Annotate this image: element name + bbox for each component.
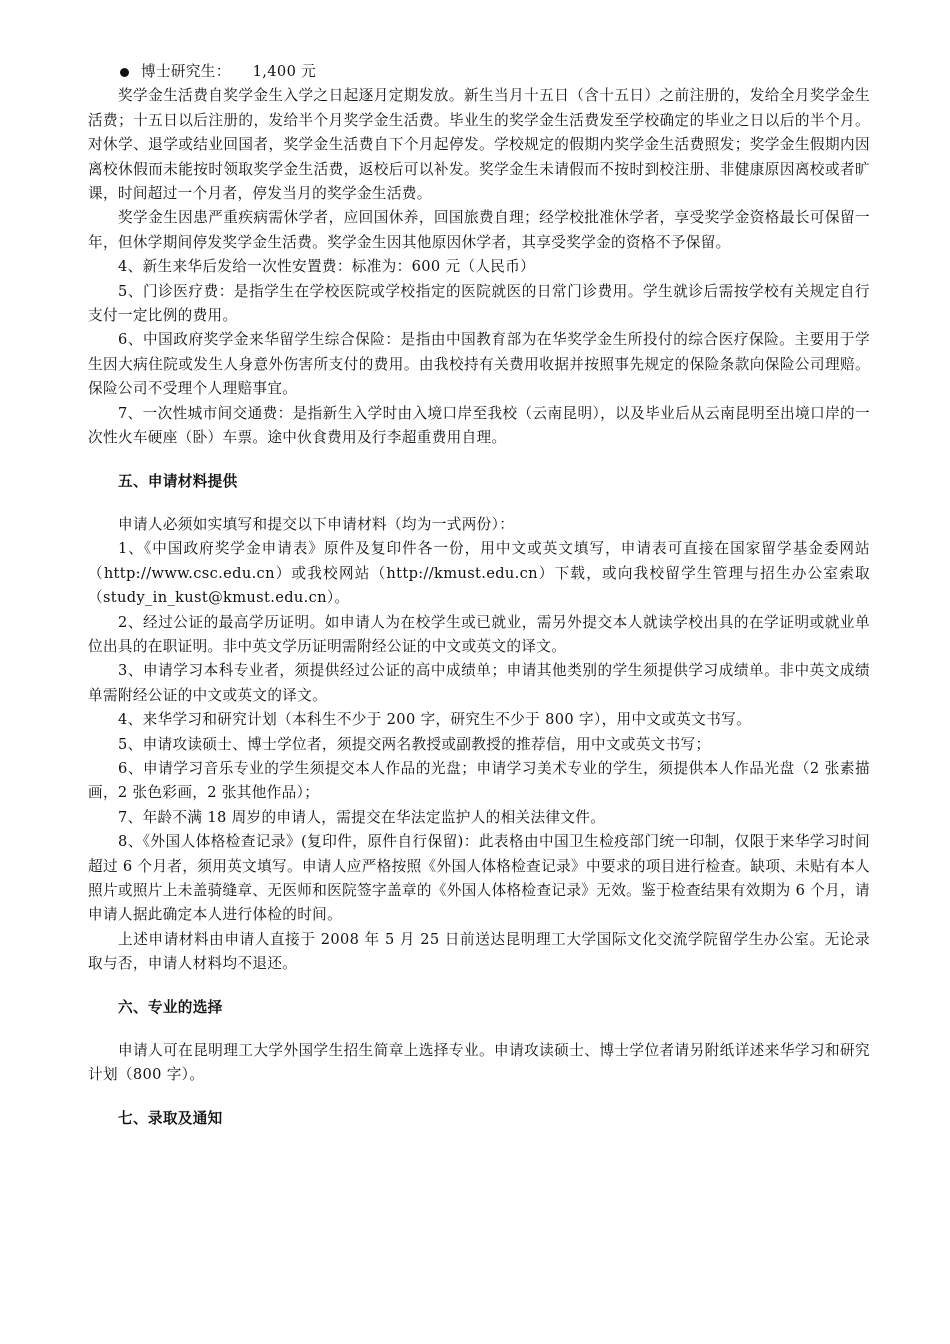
section-heading-6: 六、专业的选择 [118, 998, 223, 1016]
paragraph: 申请人必须如实填写和提交以下申请材料（均为一式两份）： [118, 515, 515, 533]
paragraph: 8、《外国人体格检查记录》(复印件，原件自行保留)：此表格由中国卫生检疫部门统一印制，仅限于来华学习时间超过 6 个月者，须用英文填写。申请人应严格按照《外国人体格检查记录》中要求的项目进行检查。缺项、未贴有本人照片或照片上未盖骑缝章、无医师和医院签字盖章的《外国人体格检查记录》无效。鉴于检查结果有效期为 6 个月，请申请人据此确定本人进行体检的时间。 [88, 833, 870, 924]
bullet-doctoral-stipend [88, 60, 870, 84]
paragraph: 4、来华学习和研究计划（本科生不少于 200 字，研究生不少于 800 字），用中文或英文书写。 [118, 711, 752, 729]
paragraph: 2、经过公证的最高学历证明。如申请人为在校学生或已就业，需另外提交本人就读学校出具的在学证明或就业单位出具的在职证明。非中英文学历证明需附经公证的中文或英文的译文。 [88, 613, 870, 655]
paragraph: 申请人可在昆明理工大学外国学生招生简章上选择专业。申请攻读硕士、博士学位者请另附纸详述来华学习和研究计划（800 字）。 [88, 1042, 870, 1084]
bullet-label: 博士研究生： [141, 63, 231, 80]
paragraph: 5、申请攻读硕士、博士学位者，须提交两名教授或副教授的推荐信，用中文或英文书写； [118, 735, 711, 753]
paragraph: 4、新生来华后发给一次性安置费：标准为：600 元（人民币） [118, 258, 536, 276]
paragraph: 6、申请学习音乐专业的学生须提交本人作品的光盘；申请学习美术专业的学生，须提供本人作品光盘（2 张素描画，2 张色彩画，2 张其他作品）； [88, 759, 870, 802]
paragraph: 上述申请材料由申请人直接于 2008 年 5 月 25 日前送达昆明理工大学国际文化交流学院留学生办公室。无论录取与否，申请人材料均不退还。 [88, 930, 870, 973]
section-heading-7: 七、录取及通知 [118, 1109, 223, 1127]
paragraph: 6、中国政府奖学金来华留学生综合保险：是指由中国教育部为在华奖学金生所投付的综合医疗保险。主要用于学生因大病住院或发生人身意外伤害所支付的费用。由我校持有关费用收据并按照事先规定的保险条款向保险公司理赔。保险公司不受理个人理赔事宜。 [88, 331, 870, 398]
bullet-value: 1,400 元 [252, 63, 317, 80]
paragraph: 7、年龄不满 18 周岁的申请人，需提交在华法定监护人的相关法律文件。 [118, 808, 606, 826]
paragraph: 5、门诊医疗费：是指学生在学校医院或学校指定的医院就医的日常门诊费用。学生就诊后需按学校有关规定自行支付一定比例的费用。 [88, 282, 870, 325]
paragraph: 7、一次性城市间交通费：是指新生入学时由入境口岸至我校（云南昆明），以及毕业后从云南昆明至出境口岸的一次性火车硬座（卧）车票。途中伙食费用及行李超重费用自理。 [88, 404, 870, 447]
paragraph: 奖学金生因患严重疾病需休学者，应回国休养，回国旅费自理；经学校批准休学者，享受奖学金资格最长可保留一年，但休学期间停发奖学金生活费。奖学金生因其他原因休学者，其享受奖学金的资格不予保留。 [88, 209, 870, 251]
paragraph: 1、《中国政府奖学金申请表》原件及复印件各一份，用中文或英文填写，申请表可直接在国家留学基金委网站（http://www.csc.edu.cn）或我校网站（http://kmust.edu.cn）下载，或向我校留学生管理与招生办公室索取（study_in_kust@kmust.edu.cn）。 [88, 540, 870, 607]
paragraph: 3、申请学习本科专业者，须提供经过公证的高中成绩单；申请其他类别的学生须提供学习成绩单。非中英文成绩单需附经公证的中文或英文的译文。 [88, 662, 870, 704]
paragraph: 奖学金生活费自奖学金生入学之日起逐月定期发放。新生当月十五日（含十五日）之前注册的，发给全月奖学金生活费；十五日以后注册的，发给半个月奖学金生活费。毕业生的奖学金生活费发至学校确定的毕业之日以后的半个月。对休学、退学或结业回国者，奖学金生活费自下个月起停发。学校规定的假期内奖学金生活费照发；奖学金生假期内因离校休假而未能按时领取奖学金生活费，返校后可以补发。奖学金生未请假而不按时到校注册、非健康原因离校或者旷课，时间超过一个月者，停发当月的奖学金生活费。 [88, 87, 870, 203]
section-heading-5: 五、申请材料提供 [118, 472, 238, 490]
bullet-dot-icon [120, 68, 129, 77]
